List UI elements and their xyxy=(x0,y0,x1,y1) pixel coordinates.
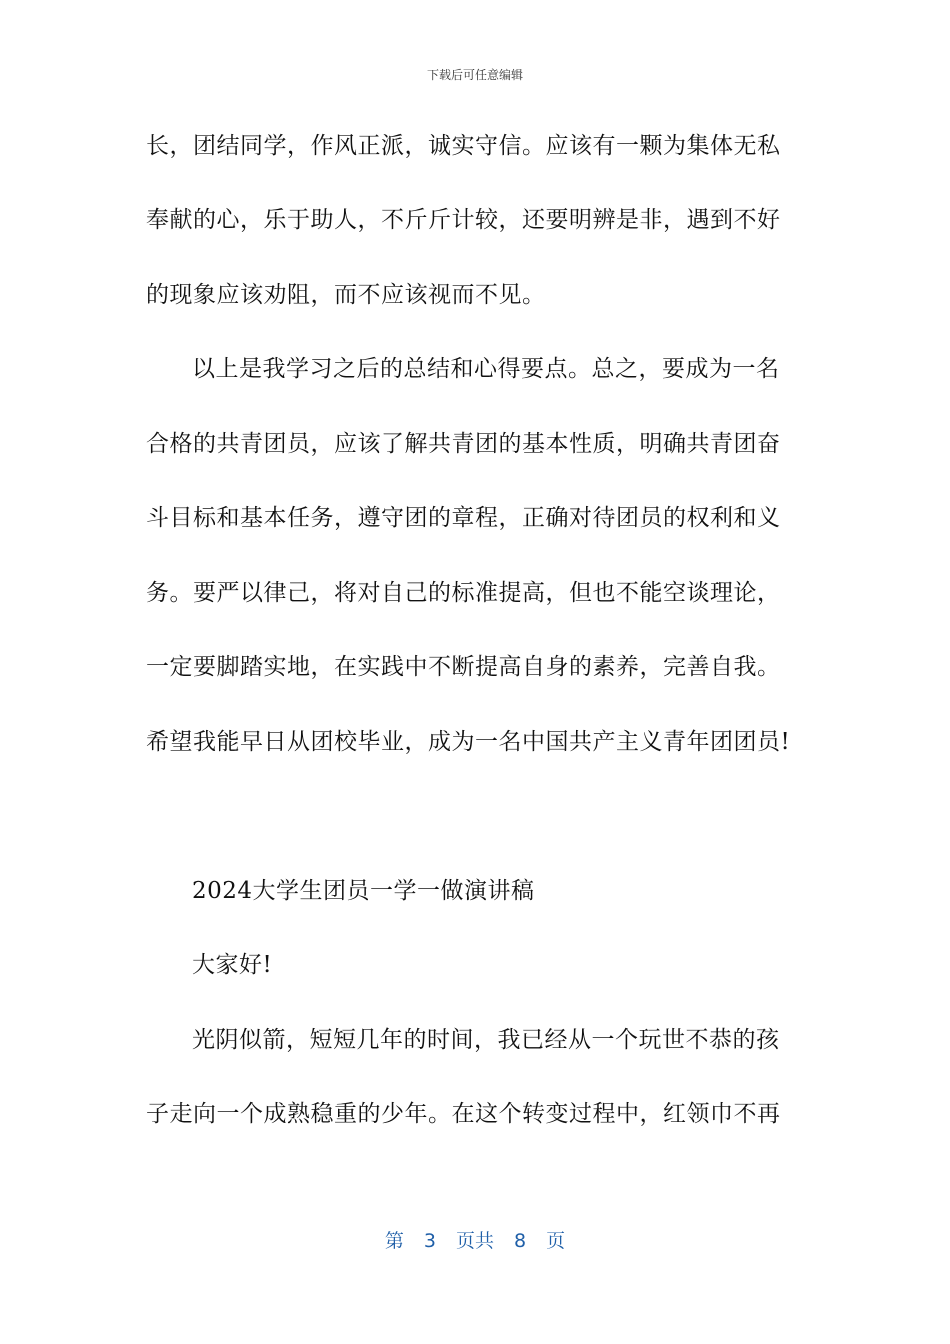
body-line: 长，团结同学，作风正派，诚实守信。应该有一颗为集体无私 xyxy=(146,133,781,159)
footer-suffix: 页 xyxy=(546,1230,566,1252)
footer-prefix: 第 xyxy=(384,1230,404,1252)
body-line: 奉献的心，乐于助人，不斤斤计较，还要明辨是非，遇到不好 xyxy=(146,207,781,233)
body-line: 子走向一个成熟稳重的少年。在这个转变过程中，红领巾不再 xyxy=(146,1101,781,1127)
total-pages-number: 8 xyxy=(514,1230,527,1252)
body-line: 务。要严以律己，将对自己的标准提高，但也不能空谈理论， xyxy=(146,580,781,606)
greeting: 大家好! xyxy=(192,952,273,978)
footer-middle: 页共 xyxy=(455,1230,494,1252)
body-line: 光阴似箭，短短几年的时间，我已经从一个玩世不恭的孩 xyxy=(192,1027,780,1053)
body-line: 以上是我学习之后的总结和心得要点。总之，要成为一名 xyxy=(192,356,780,382)
body-line: 一定要脚踏实地，在实践中不断提高自身的素养，完善自我。 xyxy=(146,654,781,680)
current-page-number: 3 xyxy=(423,1230,436,1252)
body-line: 斗目标和基本任务，遵守团的章程，正确对待团员的权利和义 xyxy=(146,505,781,531)
body-line: 合格的共青团员，应该了解共青团的基本性质，明确共青团奋 xyxy=(146,431,781,457)
page-header-note: 下载后可任意编辑 xyxy=(426,68,523,82)
body-line: 的现象应该劝阻，而不应该视而不见。 xyxy=(146,282,546,308)
page-footer xyxy=(0,1226,950,1253)
body-line: 希望我能早日从团校毕业，成为一名中国共产主义青年团团员! xyxy=(146,729,791,755)
section-title: 2024大学生团员一学一做演讲稿 xyxy=(192,878,535,904)
